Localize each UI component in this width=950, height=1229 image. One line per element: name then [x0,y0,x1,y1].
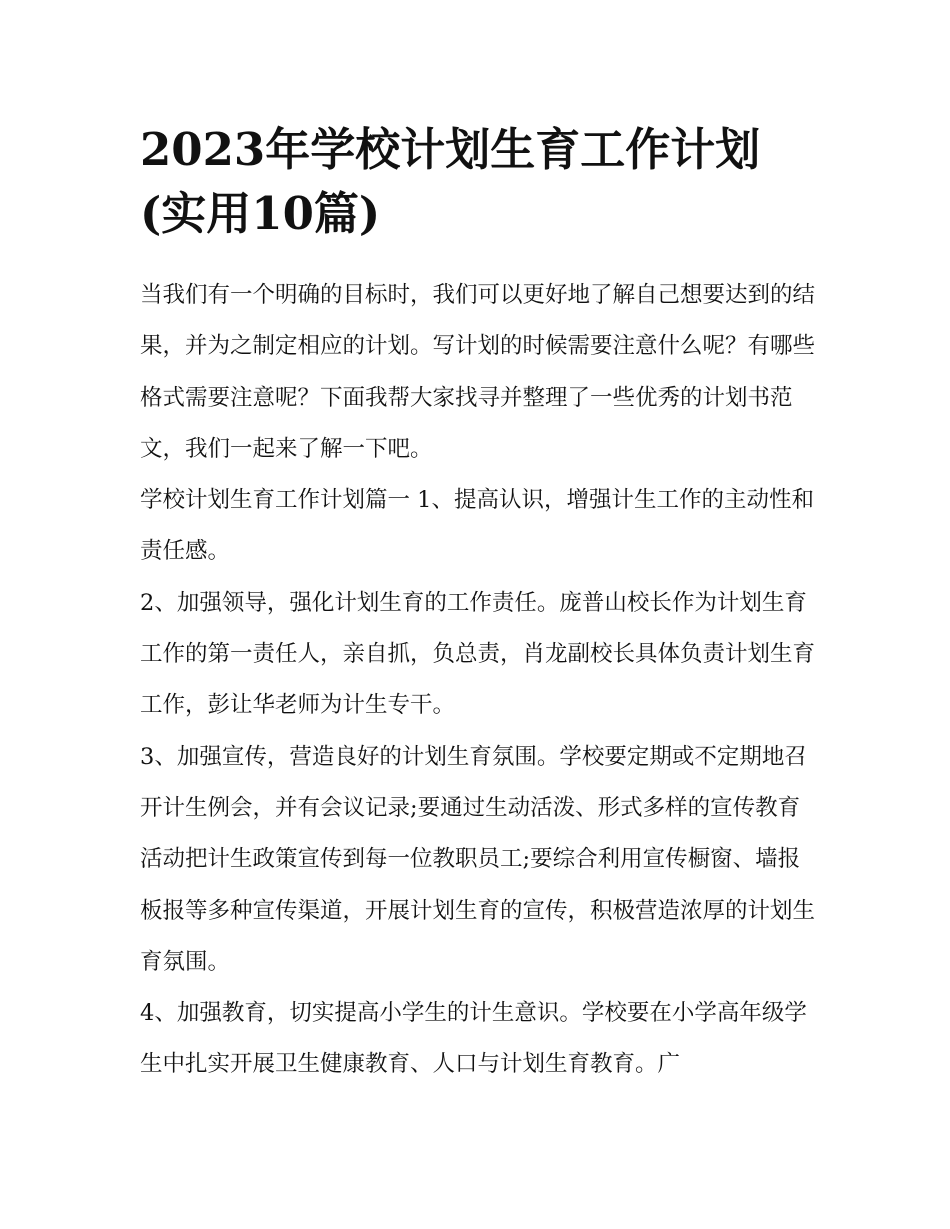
paragraph-item-3: 3、加强宣传，营造良好的计划生育氛围。学校要定期或不定期地召开计生例会，并有会议记录;要通过生动活泼、形式多样的宣传教育活动把计生政策宣传到每一位教职员工;要综合利用宣传橱窗、墙报板报等多种宣传渠道，开展计划生育的宣传，积极营造浓厚的计划生育氛围。 [140,743,816,975]
paragraph-item-2: 2、加强领导，强化计划生育的工作责任。庞普山校长作为计划生育工作的第一责任人，亲自抓，负总责，肖龙副校长具体负责计划生育工作，彭让华老师为计生专干。 [140,589,816,719]
paragraph-item-4: 4、加强教育，切实提高小学生的计生意识。学校要在小学高年级学生中扎实开展卫生健康教育、人口与计划生育教育。广 [140,1000,807,1078]
paragraph-item-1: 学校计划生育工作计划篇一 1、提高认识，增强计生工作的主动性和责任感。 [140,487,814,565]
document-body [140,270,820,1091]
document-page [140,118,820,1091]
paragraph-intro: 当我们有一个明确的目标时，我们可以更好地了解自己想要达到的结果，并为之制定相应的计划。写计划的时候需要注意什么呢？有哪些格式需要注意呢？下面我帮大家找寻并整理了一些优秀的计划书范文，我们一起来了解一下吧。 [140,282,816,462]
document-title: 2023年学校计划生育工作计划(实用10篇) [140,123,761,240]
